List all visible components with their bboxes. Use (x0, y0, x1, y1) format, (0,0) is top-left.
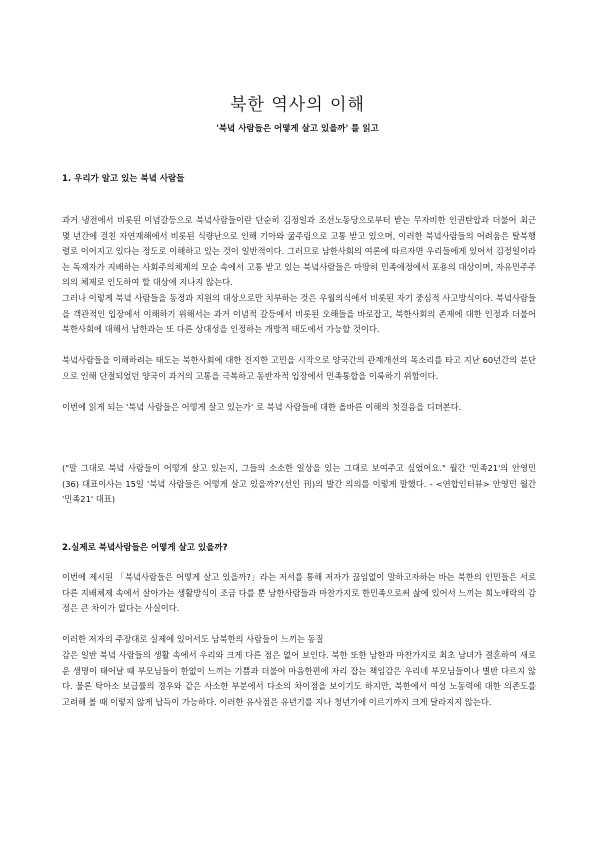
section-2-paragraph-1: 이번에 제시된 「북녘사람들은 어떻게 살고 있을까?」라는 저서를 통해 저자가 끊임없이 말하고자하는 바는 북한의 인민들은 서로 다른 지배체제 속에서 살아가는 생활방식이 조금 다를 뿐 남한사람들과 마찬가지로 한민족으로써 삶에 있어서 느끼는 희노애락의 감정은 큰 차이가 없다는 사실이다. (62, 572, 536, 614)
section-1-heading: 1. 우리가 알고 있는 북녘 사람들 (62, 174, 185, 184)
document-subtitle: '북녘 사람들은 어떻게 살고 있을까' 를 읽고 (216, 124, 379, 134)
section-1-quote: ("말 그대로 북녘 사람들이 어떻게 살고 있는지, 그들의 소소한 일상을 있는 그대로 보여주고 싶었어요." 월간 '민족21'의 안영민(36) 대표이사는 15일 '북녘 사람들은 어떻게 살고 있을까?'(선인 刊)의 발간 의의를 이렇게 말했다. - <연합인터뷰> 안영민 월간 '민족21' 대표) (62, 463, 536, 505)
section-1-paragraph-4: 이번에 읽게 되는 '북녘 사람들은 어떻게 살고 있는가' 로 북녘 사람들에 대한 올바른 이해의 첫걸음을 디뎌본다. (62, 402, 462, 412)
section-2-paragraph-2: 이러한 저자의 주장대로 실제에 있어서도 남북한의 사람들이 느끼는 동질 (62, 634, 324, 644)
section-2-paragraph-3: 감은 일반 북녘 사람들의 생활 속에서 우리와 크게 다른 점은 없어 보인다. 북한 또한 남한과 마찬가지로 최초 남녀가 결혼하여 새로운 생명이 태어날 때 부모님들이 한없이 느끼는 기쁨과 더불어 마음한편에 자리 잡는 책임감은 우리네 부모님들이나 별반 다르지 않다. 물론 탁아소 보급률의 경우와 같은 사소한 부분에서 다소의 차이점을 보이기도 하지만, 북한에서 여성 노동력에 대한 의존도를 고려해 볼 때 이렇지 않게 납득이 가능하다. 이러한 유사점은 유년기를 지나 청년기에 이르기까지 크게 달라지지 않는다. (62, 650, 536, 707)
document-title: 북한 역사의 이해 (230, 95, 365, 115)
section-1-paragraph-1: 과거 냉전에서 비롯된 이념갈등으로 북녘사람들이란 단순히 김정일과 조선노동당으로부터 받는 무자비한 인권탄압과 더불어 최근 몇 년간에 걸친 자연재해에서 비롯된 식량난으로 인해 기아와 굶주림으로 고통 받고 있으며, 이러한 북녘사람들의 어려움은 탈북행렬로 이어지고 있다는 정도로 이해하고 있는 것이 일반적이다. 그러므로 남한사회의 여론에 따르자면 우리들에게 있어서 김정일이라는 독재자가 지배하는 사회주의체제의 모순 속에서 고통 받고 있는 북녘사람들은 마땅히 민족애정에서 포용의 대상이며, 자유민주주의의 체제로 인도하여 할 대상에 지나지 않는다. (62, 215, 536, 288)
section-1-paragraph-2: 그러나 이렇게 북녘 사람들을 동정과 지원의 대상으로만 치부하는 것은 우월의식에서 비롯된 자기 중심적 사고방식이다. 북녘사람들을 객관적인 입장에서 이해하기 위해서는 과거 이념적 갈등에서 비롯된 오해들을 바로잡고, 북한사회의 존재에 대한 인정과 더불어 북한사회에 대해서 남한과는 또 다른 상대성을 인정하는 개방적 태도에서 가능할 것이다. (62, 293, 536, 335)
section-1-paragraph-3: 북녘사람들을 이해하려는 태도는 북한사회에 대한 진지한 고민을 시작으로 양국간의 관계개선의 목소리를 타고 지난 60년간의 분단으로 인해 단절되었던 양국이 과거의 고통을 극복하고 동반자적 입장에서 민족통합을 이룩하기 위함이다. (62, 355, 536, 381)
section-2-heading: 2.실제로 북녘사람들은 어떻게 살고 있을까? (62, 543, 228, 553)
